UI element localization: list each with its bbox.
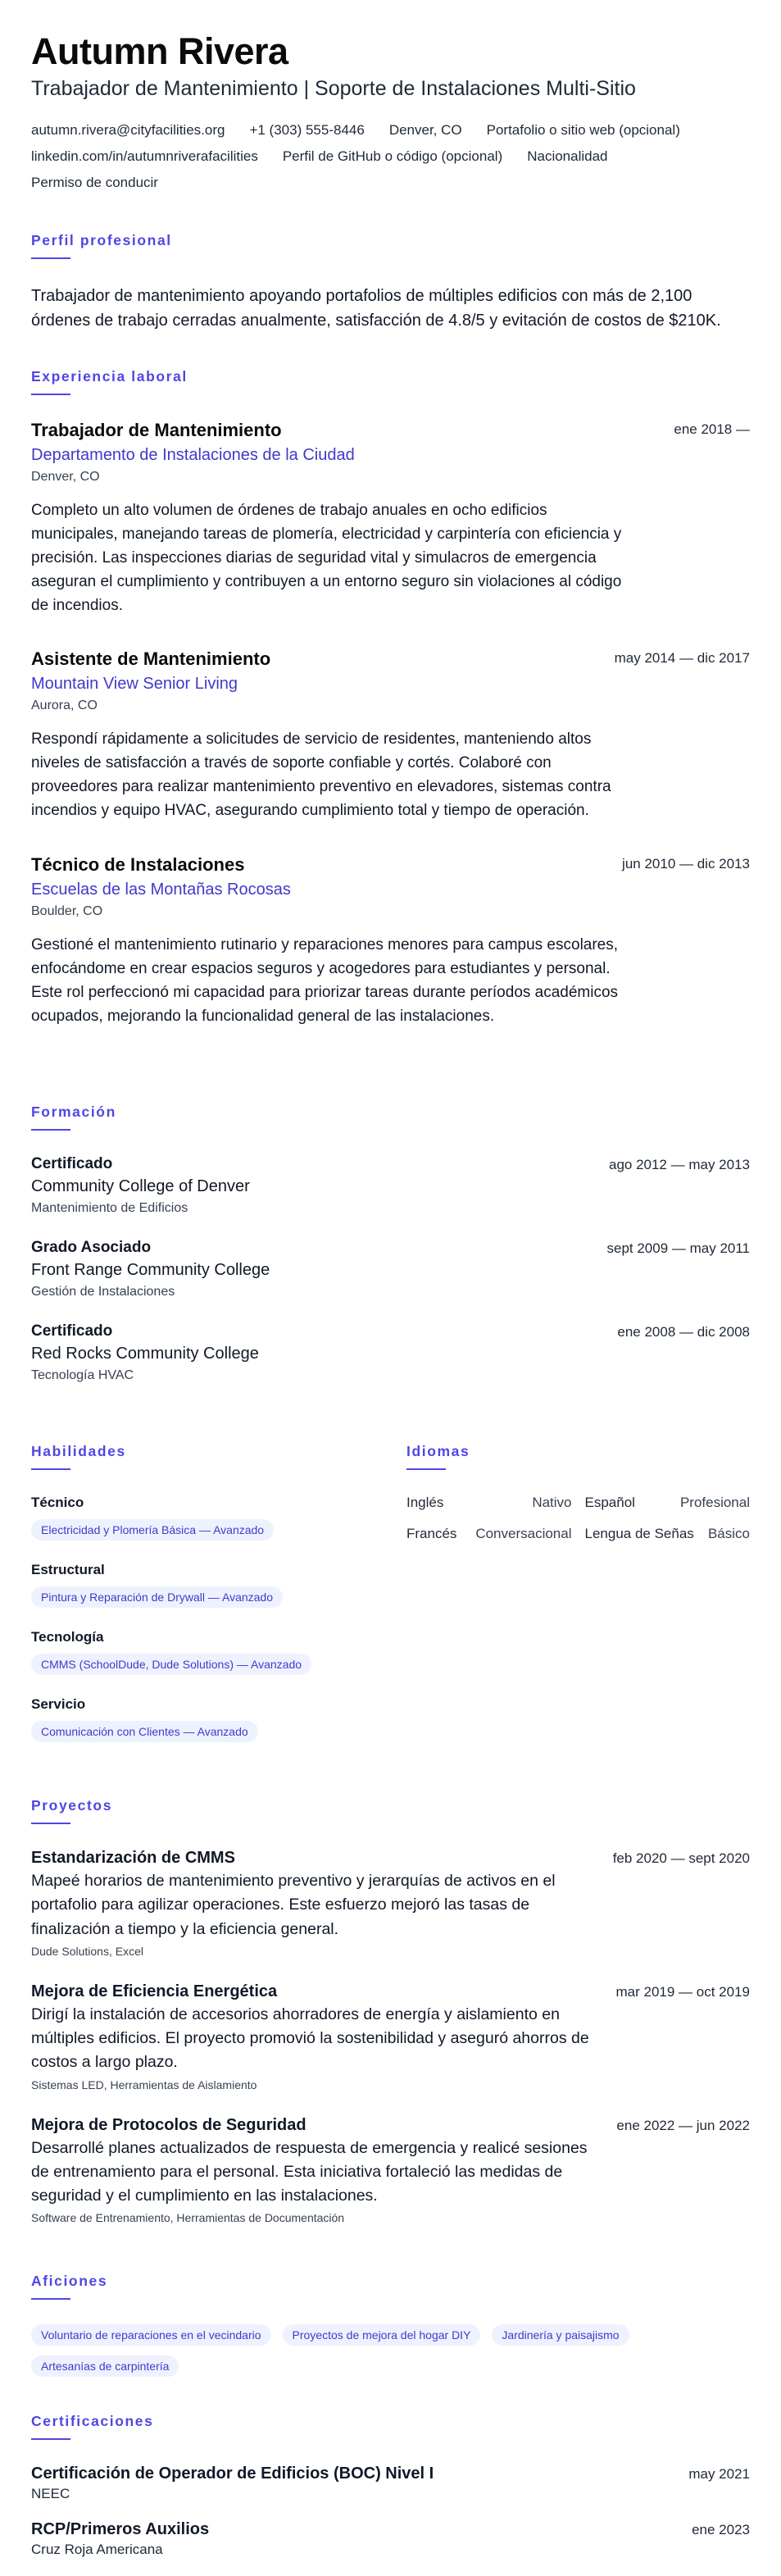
section-title: Proyectos — [31, 1797, 113, 1814]
section-title: Aficiones — [31, 2273, 108, 2289]
job-location: Aurora, CO — [31, 699, 98, 713]
education-entry — [31, 1322, 750, 1383]
job-location: Denver, CO — [31, 470, 100, 484]
education-field: Mantenimiento de Edificios — [31, 1201, 188, 1215]
section-divider — [31, 2438, 70, 2440]
job-dates: ene 2018 — — [674, 421, 750, 437]
section-divider — [406, 1468, 446, 1470]
contact-driving-license: Permiso de conducir — [31, 174, 158, 190]
certification-name: Certificación de Operador de Edificios (BOC) Nivel I — [31, 2464, 434, 2483]
certifications-section — [31, 2413, 750, 2576]
education-school: Community College of Denver — [31, 1177, 250, 1195]
certification-date: ene 2023 — [692, 2522, 750, 2537]
contact-list — [31, 122, 750, 191]
language-name: Francés — [406, 1526, 457, 1541]
experience-section — [31, 368, 750, 1059]
education-school: Red Rocks Community College — [31, 1345, 259, 1363]
project-entry — [31, 1982, 750, 2091]
section-divider — [31, 257, 70, 259]
project-description: Mapeé horarios de mantenimiento preventivo y jerarquías de activos en el portafolio para agilizar operaciones. Este esfuerzo mejoró las tasas de finalización a tiempo y la eficiencia general. — [31, 1872, 556, 1938]
skills-section — [31, 1443, 406, 1764]
job-dates: jun 2010 — dic 2013 — [622, 855, 750, 872]
job-dates: may 2014 — dic 2017 — [614, 650, 750, 667]
job-location: Boulder, CO — [31, 903, 103, 918]
contact-nationality: Nacionalidad — [527, 148, 608, 164]
project-dates: feb 2020 — sept 2020 — [612, 1850, 750, 1866]
skill-pill: Electricidad y Plomería Básica — Avanzado — [31, 1519, 274, 1541]
project-entry — [31, 1849, 750, 1958]
job-description: Respondí rápidamente a solicitudes de servicio de residentes, manteniendo altos niveles de satisfacción a través de soporte confiable y cortés. Colaboré con proveedores para realizar mantenimiento preventivo en elevadores, sistemas contra incendios y equipo HVAC, asegurando cumplimiento total y tiempo de operación. — [31, 730, 611, 819]
education-dates: ene 2008 — dic 2008 — [617, 1324, 750, 1340]
language-level: Conversacional — [475, 1526, 572, 1541]
project-title: Mejora de Protocolos de Seguridad — [31, 2115, 306, 2134]
header — [31, 31, 750, 191]
skill-category: Técnico — [31, 1495, 84, 1510]
job-entry — [31, 649, 750, 823]
language-item — [406, 1495, 572, 1511]
contact-phone[interactable]: +1 (303) 555-8446 — [249, 121, 365, 138]
language-item — [406, 1526, 572, 1542]
section-divider — [31, 1823, 70, 1824]
language-list — [406, 1495, 750, 1542]
contact-github[interactable]: Perfil de GitHub o código (opcional) — [282, 148, 503, 164]
hobby-pill: Artesanías de carpintería — [31, 2355, 179, 2377]
education-section — [31, 1104, 750, 1406]
certification-issuer: Cruz Roja Americana — [31, 2542, 163, 2557]
education-entry — [31, 1239, 750, 1299]
education-school: Front Range Community College — [31, 1261, 270, 1279]
project-title: Mejora de Eficiencia Energética — [31, 1982, 278, 2000]
language-level: Nativo — [532, 1495, 572, 1510]
headline: Trabajador de Mantenimiento | Soporte de Instalaciones Multi-Sitio — [31, 76, 636, 100]
job-title: Asistente de Mantenimiento — [31, 649, 271, 670]
project-dates: ene 2022 — jun 2022 — [616, 2117, 750, 2133]
projects-section — [31, 1797, 750, 2249]
hobby-pill: Voluntario de reparaciones en el vecindario — [31, 2324, 271, 2346]
education-field: Tecnología HVAC — [31, 1368, 134, 1382]
section-title: Experiencia laboral — [31, 368, 188, 385]
project-dates: mar 2019 — oct 2019 — [615, 1983, 750, 2000]
certification-name: RCP/Primeros Auxilios — [31, 2520, 210, 2538]
job-entry — [31, 854, 750, 1029]
certification-issuer: NEEC — [31, 2486, 70, 2501]
skill-pill: Pintura y Reparación de Drywall — Avanzado — [31, 1586, 283, 1608]
education-field: Gestión de Instalaciones — [31, 1285, 175, 1299]
section-divider — [31, 1468, 70, 1470]
job-description: Gestioné el mantenimiento rutinario y reparaciones menores para campus escolares, enfocándome en crear espacios seguros y acogedores para estudiantes y personal. Este rol perfeccionó mi capacidad para priorizar tareas durante períodos académicos ocupados, mejorando la funcionalidad general de las instalaciones. — [31, 935, 619, 1025]
job-description: Completo un alto volumen de órdenes de trabajo anuales en ocho edificios municipales, manejando tareas de plomería, electricidad y carpintería con eficiencia y precisión. Las inspecciones diarias de seguridad vital y simulacros de emergencia aseguran el cumplimiento y contribuyen a un entorno seguro sin violaciones al código de incendios. — [31, 502, 622, 614]
hobby-pill: Jardinería y paisajismo — [492, 2324, 629, 2346]
skill-category: Estructural — [31, 1562, 105, 1577]
languages-section — [406, 1443, 750, 1764]
section-title: Certificaciones — [31, 2413, 154, 2429]
education-degree: Certificado — [31, 1155, 113, 1172]
project-title: Estandarización de CMMS — [31, 1849, 235, 1867]
skill-pill: CMMS (SchoolDude, Dude Solutions) — Avanzado — [31, 1654, 311, 1675]
job-title: Trabajador de Mantenimiento — [31, 420, 282, 440]
hobby-pill: Proyectos de mejora del hogar DIY — [283, 2324, 481, 2346]
summary-section — [31, 232, 750, 333]
language-level: Profesional — [679, 1495, 750, 1510]
project-technologies: Sistemas LED, Herramientas de Aislamiento — [31, 2078, 257, 2091]
job-entry — [31, 420, 750, 617]
skill-group — [31, 1629, 406, 1675]
skill-category: Tecnología — [31, 1629, 104, 1645]
project-technologies: Software de Entrenamiento, Herramientas de Documentación — [31, 2211, 345, 2225]
language-item — [585, 1526, 751, 1542]
job-company[interactable]: Departamento de Instalaciones de la Ciudad — [31, 446, 355, 464]
education-entry — [31, 1155, 750, 1216]
project-description: Dirigí la instalación de accesorios ahorradores de energía y aislamiento en múltiples edificios. El proyecto promovió la sostenibilidad y aseguró ahorros de costos a largo plazo. — [31, 2005, 589, 2072]
section-title: Formación — [31, 1104, 116, 1120]
contact-location: Denver, CO — [388, 121, 462, 138]
language-level: Básico — [707, 1526, 750, 1541]
hobby-list — [31, 2324, 703, 2377]
contact-website[interactable]: Portafolio o sitio web (opcional) — [486, 121, 680, 138]
section-title: Idiomas — [406, 1443, 470, 1459]
contact-email[interactable]: autumn.rivera@cityfacilities.org — [31, 121, 225, 138]
education-dates: sept 2009 — may 2011 — [606, 1240, 750, 1256]
language-item — [585, 1495, 751, 1511]
project-description: Desarrollé planes actualizados de respuesta de emergencia y realicé sesiones de entrenamiento para el personal. Esta iniciativa fortaleció las medidas de seguridad y el cumplimiento en las instalaciones. — [31, 2138, 588, 2205]
project-entry — [31, 2116, 750, 2225]
job-company[interactable]: Mountain View Senior Living — [31, 675, 238, 694]
certification-entry — [31, 2520, 750, 2558]
hobbies-section — [31, 2273, 750, 2377]
education-degree: Grado Asociado — [31, 1239, 152, 1256]
education-degree: Certificado — [31, 1322, 113, 1340]
person-name: Autumn Rivera — [31, 30, 288, 72]
job-company[interactable]: Escuelas de las Montañas Rocosas — [31, 880, 291, 899]
section-title: Perfil profesional — [31, 232, 172, 248]
skill-pill: Comunicación con Clientes — Avanzado — [31, 1721, 258, 1742]
section-divider — [31, 2298, 70, 2300]
skill-group — [31, 1495, 406, 1541]
certification-entry — [31, 2464, 750, 2502]
job-title: Técnico de Instalaciones — [31, 853, 245, 875]
skill-category: Servicio — [31, 1696, 86, 1712]
skill-group — [31, 1696, 406, 1742]
language-name: Lengua de Señas — [584, 1526, 694, 1541]
skills-languages-row — [31, 1443, 750, 1764]
project-technologies: Dude Solutions, Excel — [31, 1944, 143, 1958]
certification-date: may 2021 — [688, 2466, 750, 2482]
language-name: Español — [584, 1495, 635, 1510]
section-divider — [31, 394, 70, 395]
summary-text: Trabajador de mantenimiento apoyando portafolios de múltiples edificios con más de 2,100 órdenes de trabajo cerradas anualmente, satisfacción de 4.8/5 y evitación de costos de $210K. — [31, 287, 721, 330]
section-divider — [31, 1129, 70, 1131]
section-title: Habilidades — [31, 1443, 126, 1459]
skill-group — [31, 1562, 406, 1608]
contact-linkedin[interactable]: linkedin.com/in/autumnriverafacilities — [31, 148, 258, 164]
education-dates: ago 2012 — may 2013 — [608, 1157, 750, 1172]
language-name: Inglés — [406, 1495, 444, 1510]
